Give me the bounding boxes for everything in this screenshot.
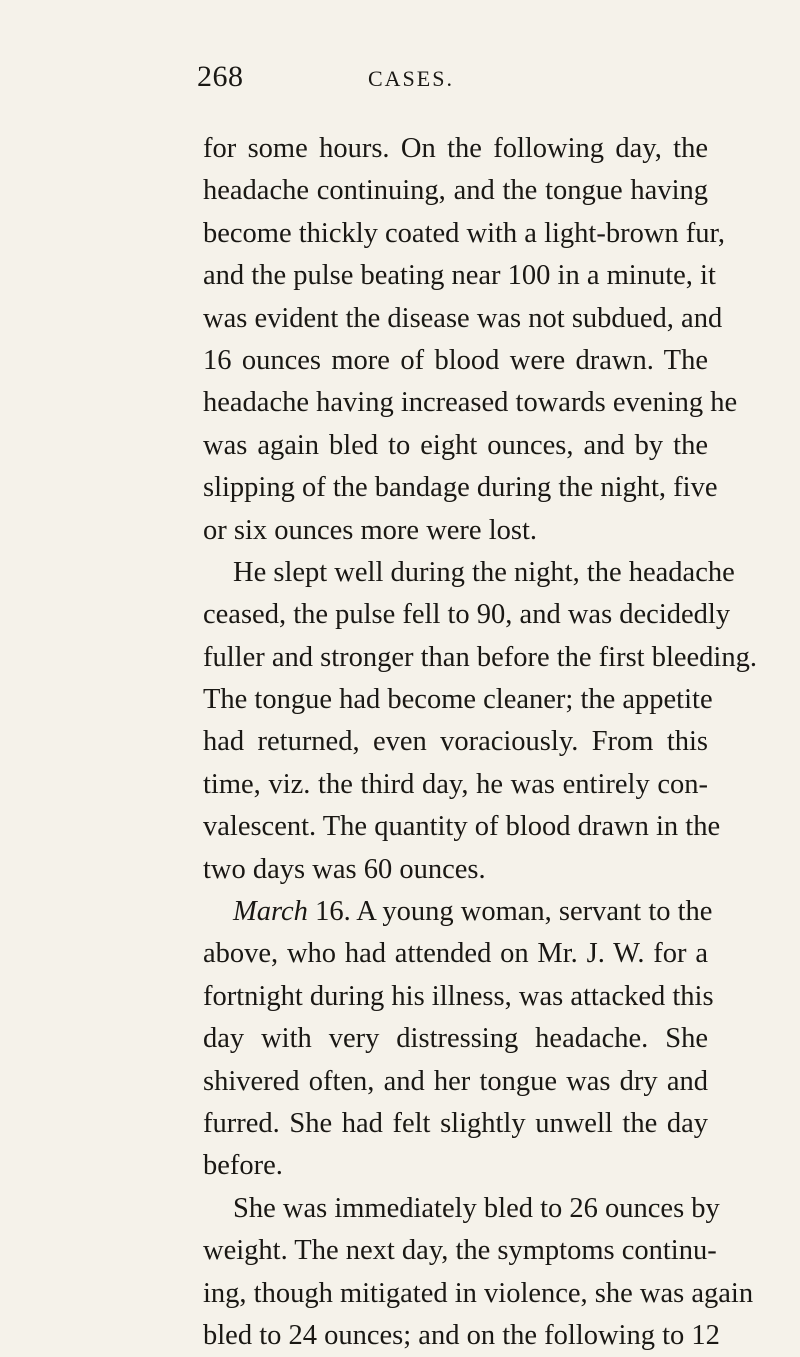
text-line: 16 ounces more of blood were drawn. The <box>203 344 708 376</box>
page-number: 268 <box>197 60 244 93</box>
text-line: fuller and stronger than before the first bleeding. <box>203 641 757 673</box>
text-line: shivered often, and her tongue was dry and <box>203 1065 708 1097</box>
text-line: before. <box>203 1150 283 1182</box>
text-line: become thickly coated with a light-brown fur, <box>203 217 725 249</box>
running-head: CASES. <box>368 66 454 91</box>
text-line: bled to 24 ounces; and on the following to 12 <box>203 1319 720 1351</box>
text-line: was evident the disease was not subdued, and <box>203 302 723 334</box>
text-line: had returned, even voraciously. From this <box>203 726 708 758</box>
date-month: March <box>233 896 308 928</box>
text-line: fortnight during his illness, was attacked this <box>203 980 714 1012</box>
text-line: or six ounces more were lost. <box>203 514 537 546</box>
text-line: furred. She had felt slightly unwell the day <box>203 1107 708 1139</box>
text-line: headache continuing, and the tongue having <box>203 175 708 207</box>
text-line: time, viz. the third day, he was entirely con- <box>203 768 708 800</box>
text-line: weight. The next day, the symptoms continu- <box>203 1235 717 1267</box>
body-text <box>203 128 757 1357</box>
text-line: day with very distressing headache. She <box>203 1023 708 1055</box>
text-line-dated <box>203 891 713 933</box>
text-line: two days was 60 ounces. <box>203 853 486 885</box>
text-line: ing, though mitigated in violence, she was again <box>203 1277 754 1309</box>
text-line: valescent. The quantity of blood drawn in the <box>203 811 721 843</box>
date-remainder: 16. A young woman, servant to the <box>315 896 713 928</box>
text-line: She was immediately bled to 26 ounces by <box>233 1192 720 1224</box>
text-line: slipping of the bandage during the night, five <box>203 472 718 504</box>
text-line: and the pulse beating near 100 in a minute, it <box>203 260 716 292</box>
page-header <box>0 60 800 100</box>
text-line: above, who had attended on Mr. J. W. for a <box>203 938 708 970</box>
text-line: The tongue had become cleaner; the appetite <box>203 684 713 716</box>
text-line: He slept well during the night, the headache <box>233 556 735 588</box>
text-line: headache having increased towards evening he <box>203 387 738 419</box>
text-line: for some hours. On the following day, the <box>203 133 708 164</box>
text-line: ceased, the pulse fell to 90, and was decidedly <box>203 599 731 631</box>
text-line: was again bled to eight ounces, and by the <box>203 429 708 461</box>
